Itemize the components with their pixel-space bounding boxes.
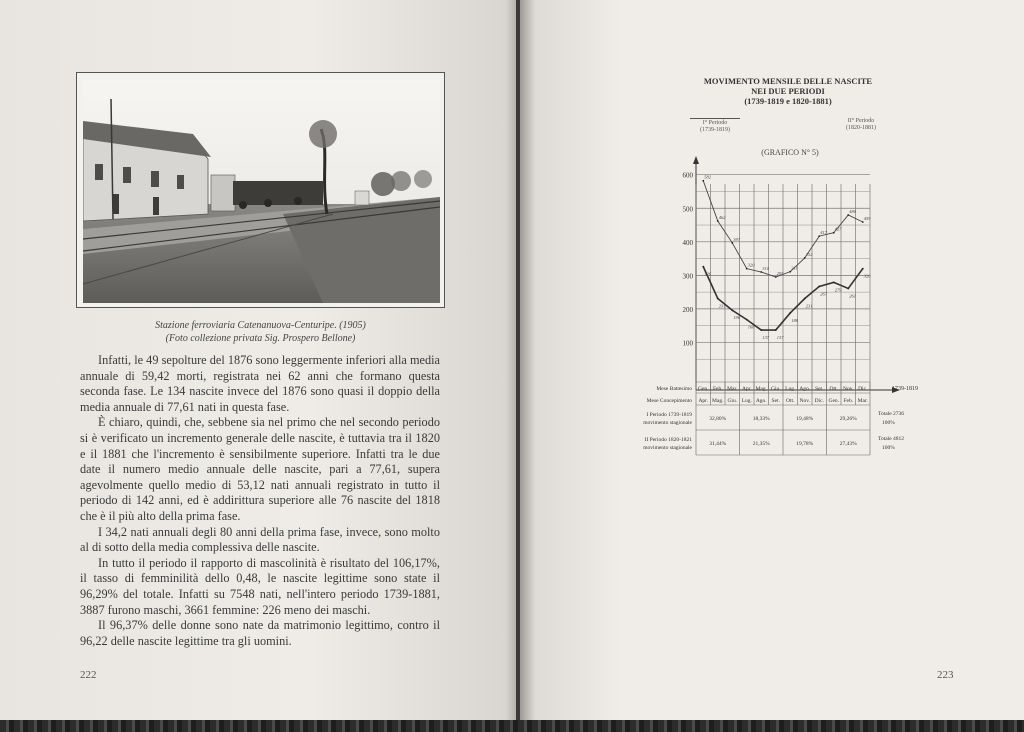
table-cell-battesimo: Ago. (799, 386, 811, 392)
book-edge (0, 720, 1024, 732)
y-tick-label: 600 (682, 171, 693, 180)
series-point-2 (760, 271, 762, 273)
point-label-1: 261 (849, 293, 856, 299)
series-point-2 (862, 221, 864, 223)
chart-title-line1: MOVIMENTO MENSILE DELLE NASCITE (703, 76, 873, 86)
legend-period-2 (836, 118, 886, 132)
series-point-2 (847, 214, 849, 216)
table-cell-battesimo: Mag. (755, 386, 767, 392)
table-cell-concepimento: Mag. (712, 398, 724, 404)
series-point-1 (847, 288, 849, 290)
series-point-2 (775, 276, 777, 278)
table-row4-sub: movimento stagionale (643, 445, 692, 451)
point-label-2: 462 (718, 215, 726, 221)
table-cell-concepimento: Set. (771, 398, 780, 404)
left-page (0, 0, 516, 720)
table-row4-total: Totale 4812 (878, 436, 905, 442)
table-cell-period2: 27,43% (839, 441, 857, 447)
series-point-2 (789, 271, 791, 273)
table-cell-concepimento: Apr. (698, 398, 709, 404)
chart-title-line3: (1739-1819 e 1820-1881) (744, 96, 832, 106)
page-number-right: 223 (937, 669, 954, 681)
table-row3-label: I Periodo 1739-1819 (646, 412, 692, 418)
y-tick-label: 400 (682, 238, 693, 247)
table-cell-concepimento: Ott. (786, 398, 795, 404)
series-point-1 (760, 329, 762, 331)
series-point-1 (746, 319, 748, 321)
series-point-1 (702, 266, 704, 268)
table-cell-concepimento: Dic. (814, 398, 824, 404)
table-cell-battesimo: Set. (815, 386, 824, 392)
table-cell-period2: 31,44% (709, 441, 727, 447)
table-row2-label: Mese Concepimento (646, 398, 692, 404)
paragraph: In tutto il periodo il rapporto di mascolinità è risultato del 106,17%, il tasso di femminilità dello 0,48, le nascite legittime sono state il 96,29% del totale. Infatti su 7548 nati, nell'intero periodo 1739-1881, 3887 furono maschi, 3661 femmine: 226 meno dei maschi. (80, 555, 440, 617)
photo-caption-line1: Stazione ferroviaria Catenanuova-Centuripe. (1905) (155, 320, 366, 331)
series-point-2 (717, 220, 719, 222)
paragraph: I 34,2 nati annuali degli 80 anni della prima fase, invece, sono molto al di sotto della media complessiva delle nascite. (80, 524, 440, 555)
series-point-2 (833, 232, 835, 234)
table-cell-period1: 29,26% (839, 416, 857, 422)
table-cell-battesimo: Feb. (712, 386, 723, 392)
table-cell-period1: 18,33% (752, 416, 770, 422)
series-point-2 (746, 268, 748, 270)
table-cell-period1: 19,48% (796, 416, 814, 422)
point-label-1: 231 (718, 303, 726, 309)
point-label-2: 311 (791, 265, 798, 271)
chart-title (660, 76, 916, 106)
point-label-2: 397 (733, 236, 740, 242)
series-point-2 (731, 242, 733, 244)
point-label-1: 279 (834, 287, 842, 293)
table-cell-battesimo: Apr. (741, 386, 752, 392)
table-row1-suffix: 1739-1819 (892, 386, 918, 392)
point-label-1: 320 (863, 273, 871, 279)
births-chart (610, 150, 930, 470)
paragraph: Infatti, le 49 sepolture del 1876 sono leggermente inferiori alla media annuale di 59,42 morti, registrata nei 62 anni che formano questa seconda fase. Le 134 nascite invece del 1876 sono quasi il doppio della media annuale di 77,61 nati in questa fase. (80, 353, 440, 414)
point-label-2: 582 (704, 174, 711, 180)
legend-period-2-label: II° Periodo (847, 118, 875, 124)
point-label-2: 310 (762, 266, 769, 271)
point-label-1: 137 (762, 335, 769, 341)
y-tick-label: 500 (682, 205, 693, 214)
table-cell-battesimo: Dic. (858, 386, 868, 392)
legend-period-2-years: (1820-1881) (846, 125, 876, 131)
point-label-1: 168 (747, 324, 755, 330)
point-label-2: 427 (834, 226, 842, 232)
table-cell-battesimo: Gen. (697, 386, 709, 392)
series-point-1 (804, 298, 806, 300)
y-tick-label: 200 (682, 305, 693, 314)
series-point-1 (818, 286, 820, 288)
table-cell-concepimento: Ago. (755, 398, 767, 404)
point-label-1: 231 (805, 303, 813, 309)
series-point-2 (702, 180, 704, 182)
series-point-1 (833, 282, 835, 284)
point-label-1: 137 (776, 335, 784, 341)
table-row4-total-pct: 100% (882, 445, 895, 451)
series-point-2 (818, 235, 820, 237)
point-label-1: 326 (704, 271, 711, 277)
paragraph: È chiaro, quindi, che, sebbene sia nel primo che nel secondo periodo si è verificato un incremento generale delle nascite, è tuttavia tra il 1820 e il 1881 che l'incremento è sensibilmente superiore. Infatti tra le due date il numero medio annuale delle nascite, pari a 77,61, supera agevolmente quello medio di 53,12 nati annuali registrato in tutto il periodo di 142 anni, ed è addirittura superiore alle 76 nascite del 1818 che è il più alto della prima fase. (80, 415, 440, 523)
series-point-1 (717, 298, 719, 300)
railway-station-photo (76, 72, 445, 308)
legend-period-1-label: I° Periodo (702, 120, 728, 126)
chart-number: (GRAFICO N° 5) (761, 148, 819, 157)
table-cell-concepimento: Lug. (741, 398, 752, 404)
series-point-1 (775, 329, 777, 331)
table-cell-battesimo: Lug. (785, 386, 796, 392)
series-point-1 (862, 268, 864, 270)
table-row3-total: Totale 2736 (878, 411, 905, 417)
table-cell-period2: 21,35% (752, 441, 770, 447)
table-row3-sub: movimento stagionale (643, 420, 692, 426)
table-cell-concepimento: Gen. (828, 398, 840, 404)
table-cell-battesimo: Mar. (727, 386, 738, 392)
y-tick-label: 300 (682, 272, 693, 281)
photo-caption-line2: (Foto collezione privata Sig. Prospero Bellone) (165, 333, 356, 344)
point-label-2: 480 (849, 208, 856, 214)
table-cell-period1: 32,80% (709, 416, 727, 422)
y-tick-label: 100 (682, 339, 693, 348)
table-cell-concepimento: Feb. (843, 398, 854, 404)
point-label-2: 295 (776, 271, 784, 277)
table-row3-total-pct: 100% (882, 420, 895, 426)
table-cell-battesimo: Giu. (770, 386, 781, 392)
table-cell-period2: 19,78% (796, 441, 814, 447)
point-label-1: 196 (733, 315, 740, 321)
point-label-2: 320 (747, 262, 755, 268)
page-number-left: 222 (80, 669, 97, 681)
series-point-1 (789, 312, 791, 314)
table-cell-concepimento: Giu. (727, 398, 738, 404)
table-cell-battesimo: Ott. (829, 386, 838, 392)
table-cell-concepimento: Mar. (857, 398, 868, 404)
table-cell-battesimo: Nov. (843, 386, 854, 392)
point-label-2: 352 (805, 251, 813, 257)
table-cell-concepimento: Nov. (799, 398, 810, 404)
point-label-2: 417 (820, 230, 827, 236)
series-point-1 (731, 309, 733, 311)
chart-title-line2: NEI DUE PERIODI (751, 86, 825, 96)
legend-period-1-years: (1739-1819) (700, 127, 730, 133)
point-label-1: 267 (820, 291, 827, 297)
y-axis-arrow (693, 156, 699, 164)
table-row1-label: Mese Battesimo (656, 386, 692, 392)
paragraph: Il 96,37% delle donne sono nate da matrimonio legittimo, contro il 96,22 delle nascite legittime tra gli uomini. (80, 618, 440, 648)
table-row4-label: II Periodo 1820-1821 (644, 437, 692, 443)
body-text (80, 353, 440, 649)
legend-period-1 (690, 118, 740, 134)
point-label-2: 459 (863, 216, 871, 222)
series-point-2 (804, 257, 806, 259)
point-label-1: 188 (791, 317, 798, 323)
